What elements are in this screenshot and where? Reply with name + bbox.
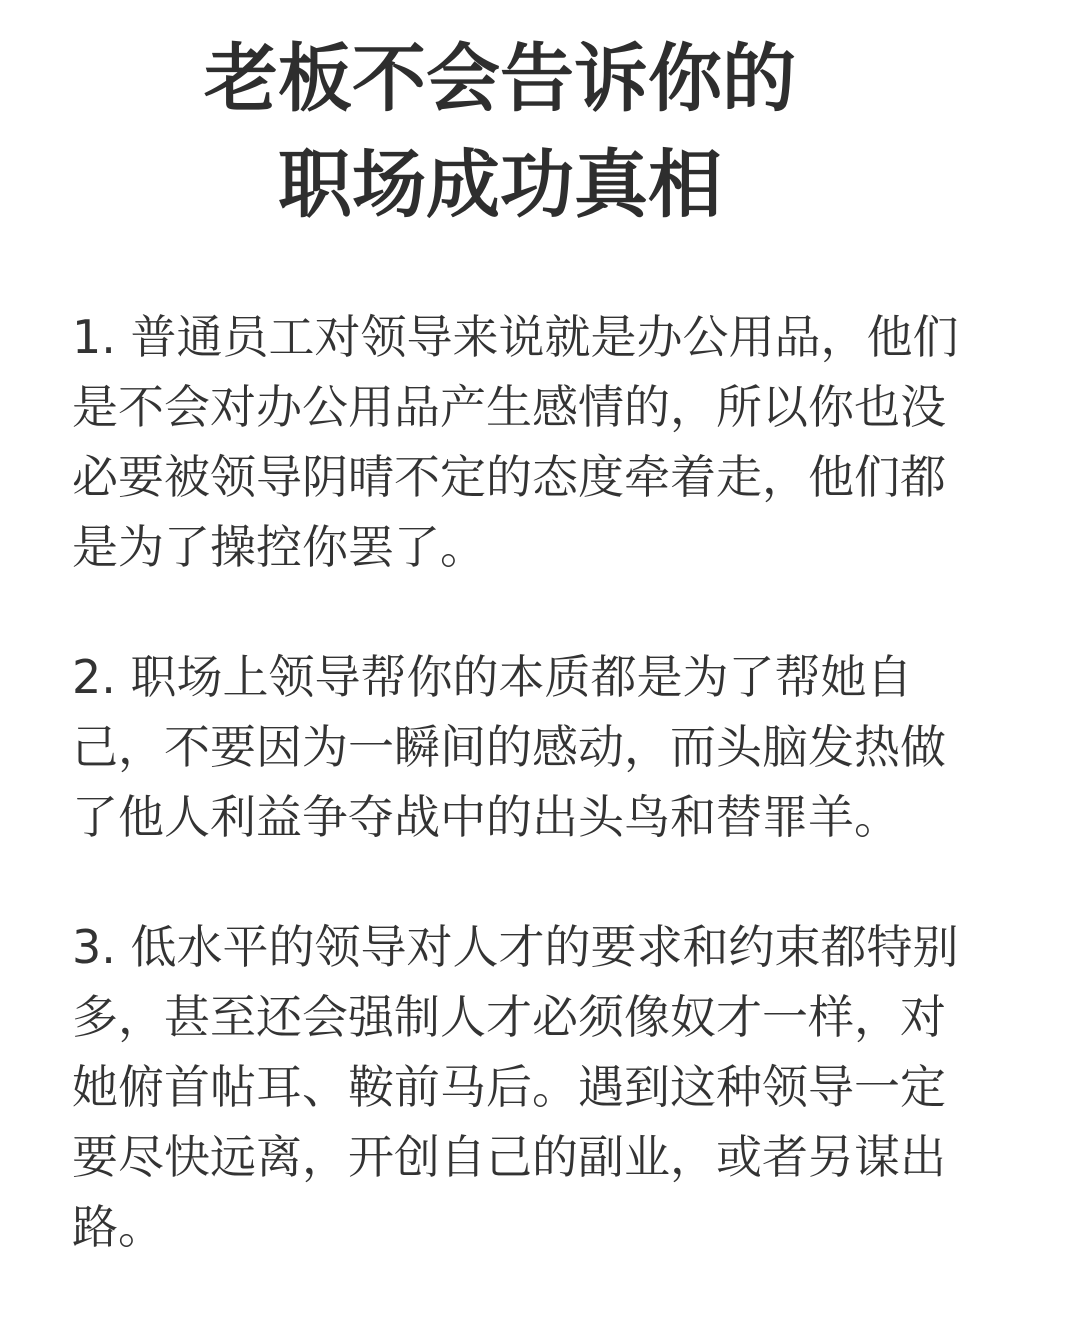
text-line: 要尽快远离，开创自己的副业，或者另谋出 [72,1130,946,1184]
text-line: 己，不要因为一瞬间的感动，而头脑发热做 [72,720,946,774]
paragraph-2 [72,642,992,852]
text-line: 1. 普通员工对领导来说就是办公用品，他们 [72,310,959,364]
text-line: 3. 低水平的领导对人才的要求和约束都特别 [72,920,959,974]
text-line: 必要被领导阴晴不定的态度牵着走，他们都 [72,450,946,504]
text-line: 了他人利益争夺战中的出头鸟和替罪羊。 [72,790,900,844]
text-line: 是不会对办公用品产生感情的，所以你也没 [72,380,946,434]
article-body [72,302,992,1322]
text-line: 2. 职场上领导帮你的本质都是为了帮她自 [72,650,913,704]
text-line: 她俯首帖耳、鞍前马后。遇到这种领导一定 [72,1060,946,1114]
text-line: 多，甚至还会强制人才必须像奴才一样，对 [72,990,946,1044]
text-line: 路。 [72,1200,164,1254]
title-line-2: 职场成功真相 [278,142,722,228]
page-title [0,26,1000,238]
title-line-1: 老板不会告诉你的 [204,36,796,122]
paragraph-3 [72,912,992,1262]
text-line: 是为了操控你罢了。 [72,520,486,574]
paragraph-1 [72,302,992,582]
